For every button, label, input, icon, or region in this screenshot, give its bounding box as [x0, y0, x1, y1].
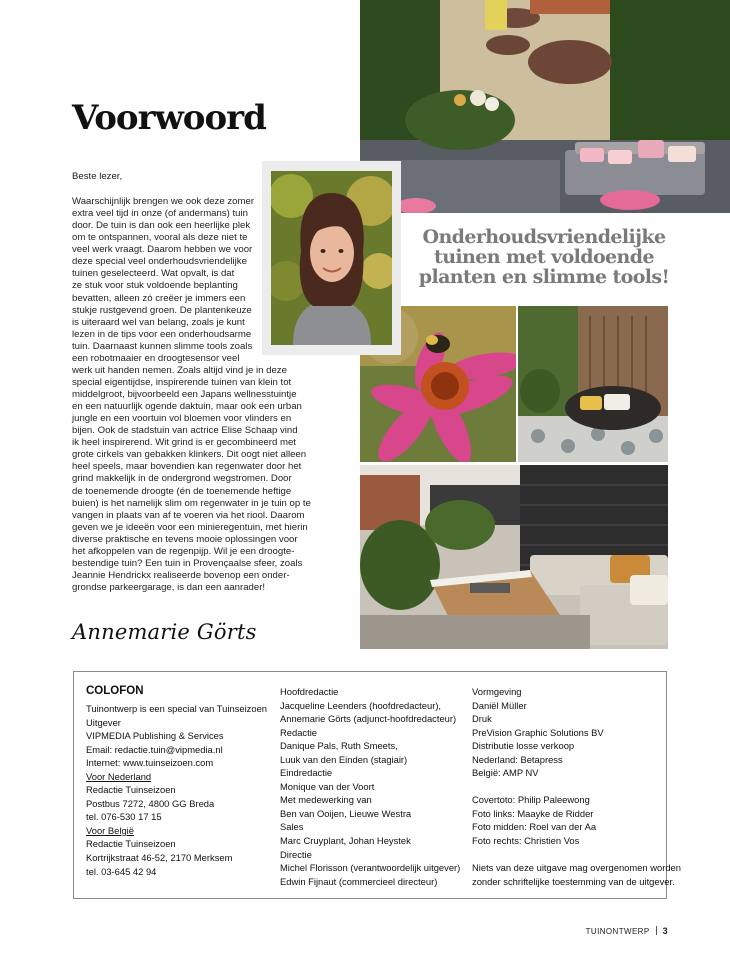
body-line: jungle en een voortuin vol bloemen voor vlinders en — [72, 413, 292, 425]
colofon-line: Michel Florisson (verantwoordelijk uitgever) — [280, 862, 461, 874]
body-line: tuinen geselecteerd. Wat opvalt, is dat — [72, 268, 235, 280]
colofon-line: Ben van Ooijen, Lieuwe Westra — [280, 807, 412, 819]
colofon-line: Danique Pals, Ruth Smeets, — [280, 740, 398, 752]
body-line: ik heel inspirerend. Wit grind is er gecombineerd met — [72, 437, 296, 449]
colofon-line: Daniël Müller — [472, 699, 527, 711]
body-line: grind makkelijk in de ondergrond wegstromen. Door — [72, 473, 292, 485]
body-line: veel werk vraagt. Daarom hebben we voor — [72, 244, 253, 256]
magazine-name: TUINONTWERP — [585, 927, 650, 936]
body-line: stukje rustgevend groen. De plantenkeuze — [72, 304, 252, 316]
colofon-line: Directie — [280, 848, 312, 860]
colofon-line: tel. 03-645 42 94 — [86, 865, 157, 877]
colofon-line: Uitgever — [86, 716, 121, 728]
body-line: Jeannie Hendrickx realiseerde bovenop een onder- — [72, 569, 290, 581]
colofon-column-publisher — [86, 685, 267, 878]
colofon-line: PreVision Graphic Solutions BV — [472, 726, 604, 738]
body-line: is uiteraard wel van belang, zoals je kunt — [72, 316, 245, 328]
body-line: door. De tuin is dan ook een heerlijke plek — [72, 220, 251, 232]
colofon-line: Eindredactie — [280, 767, 333, 779]
colofon-line: Jacqueline Leenders (hoofdredacteur), — [280, 699, 442, 711]
colofon-line: VIPMEDIA Publishing & Services — [86, 730, 224, 742]
body-line: tuin. Daarnaast kunnen slimme tools zoals — [72, 340, 253, 352]
body-line: vangen in plaats van af te voeren via het riool. Daarom — [72, 509, 305, 521]
colofon-section-label: Voor België — [86, 824, 134, 836]
colofon-section-label: Voor Nederland — [86, 770, 152, 782]
body-line: het afkoppelen van de regenpijp. Wil je een droogte- — [72, 545, 295, 557]
colofon-box — [73, 671, 681, 899]
colofon-column-editorial — [280, 685, 460, 888]
colofon-line: Hoofdredactie — [280, 686, 339, 697]
colofon-line: België: AMP NV — [472, 767, 539, 779]
colofon-line: Distributie losse verkoop — [472, 740, 575, 752]
colofon-line — [472, 848, 681, 862]
body-line: de toenemende droogte (én de toenemende heftige — [72, 485, 292, 497]
page-title: Voorwoord — [72, 98, 266, 138]
page-footer — [586, 926, 668, 936]
colofon-line: Redactie — [280, 726, 318, 738]
body-line: ze stuk voor stuk voldoende beplanting — [72, 280, 238, 292]
colofon-line: Redactie Tuinseizoen — [86, 784, 176, 796]
body-line: bijen. Ook de stadstuin van actrice Elise Schaap vind — [72, 425, 298, 437]
colofon-line: Nederland: Betapress — [472, 753, 563, 765]
editor-signature: Annemarie Görts — [72, 620, 257, 644]
colofon-line: Luuk van den Einden (stagiair) — [280, 753, 408, 765]
body-line: werk uit handen nemen. Zoals altijd vind je in deze — [72, 364, 287, 376]
body-line: bevatten, alleen zó creëer je immers een — [72, 292, 246, 304]
colofon-line: Kortrijkstraat 46-52, 2170 Merksem — [86, 852, 233, 864]
body-line: een robotmaaier en droogtesensor veel — [72, 352, 240, 364]
colofon-line: Monique van der Voort — [280, 780, 375, 792]
body-line: om te ontspannen, vooral als deze niet te — [72, 232, 248, 244]
tagline-line: tuinen met voldoende — [434, 246, 654, 268]
colofon-line: Edwin Fijnaut (commercieel directeur) — [280, 875, 438, 887]
colofon-line: Internet: www.tuinseizoen.com — [86, 757, 214, 769]
colofon-line: Postbus 7272, 4800 GG Breda — [86, 797, 215, 809]
editor-portrait-photo — [271, 171, 392, 345]
colofon-line: Niets van deze uitgave mag overgenomen worden — [472, 862, 681, 874]
body-line: diverse praktische en tevens mooie oplossingen voor — [72, 533, 298, 545]
footer-divider — [656, 926, 657, 935]
body-line: lezen in de tips voor een onderhoudsarme — [72, 328, 252, 340]
editor-portrait-frame — [262, 161, 401, 355]
feature-tagline — [410, 227, 678, 287]
body-line: middelgroot, bijvoorbeeld een Japans wellnesstuintje — [72, 389, 297, 400]
colofon-column-production — [472, 685, 681, 888]
page-number: 3 — [662, 926, 668, 936]
body-line: bestendige tuin? Een tuin in Provençaalse sfeer, zoals — [72, 557, 303, 569]
body-line: grote cirkels van gebakken klinkers. Dit oogt niet alleen — [72, 449, 307, 461]
colofon-line: Vormgeving — [472, 686, 522, 697]
colofon-line: Annemarie Görts (adjunct-hoofdredacteur) — [280, 713, 457, 725]
greeting: Beste lezer, — [72, 171, 123, 182]
colofon-heading: COLOFON — [86, 685, 144, 697]
body-line: heel speels, maar bovendien kan regenwater door het — [72, 461, 302, 473]
body-line: buien) is het namelijk slim om regenwater in je tuin op te — [72, 497, 311, 509]
body-line: en een natuurlijk ogende daktuin, maar ook een urban — [72, 401, 302, 413]
colofon-line: Tuinontwerp is een special van Tuinseizoen — [86, 703, 268, 714]
colofon-line: Marc Cruyplant, Johan Heystek — [280, 835, 411, 847]
colofon-line: Redactie Tuinseizoen — [86, 838, 176, 850]
colofon-line: Foto rechts: Christien Vos — [472, 835, 580, 847]
colofon-line — [472, 780, 681, 794]
colofon-line: Foto midden: Roel van der Aa — [472, 821, 597, 833]
colofon-line: tel. 076-530 17 15 — [86, 811, 162, 823]
lounge-corner-photo — [360, 465, 668, 649]
colofon-line: zonder schriftelijke toestemming van de uitgever. — [472, 875, 675, 887]
tagline-line: planten en slimme tools! — [418, 266, 670, 288]
body-line: geven we je ideeën voor een minieregentuin, met hierin — [72, 521, 308, 533]
colofon-line: Email: redactie.tuin@vipmedia.nl — [86, 743, 223, 755]
colofon-line: Covertoto: Philip Paleewong — [472, 794, 590, 806]
body-line: deze special veel onderhoudsvriendelijke — [72, 256, 247, 268]
colofon-line: Druk — [472, 713, 492, 725]
colofon-line: Sales — [280, 821, 304, 833]
garden-overview-photo — [360, 0, 730, 213]
body-line: grondse parkeergarage, is dan een aanrader! — [72, 582, 266, 593]
colofon-line: Met medewerking van — [280, 794, 372, 806]
body-line: Waarschijnlijk brengen we ook deze zomer — [72, 196, 255, 207]
body-line: extra veel tijd in onze (of andermans) tuin — [72, 208, 248, 220]
patio-chair-photo — [518, 306, 668, 462]
body-line: special eigentijdse, inspirerende tuinen van klein tot — [72, 376, 292, 388]
colofon-line: Foto links: Maayke de Ridder — [472, 807, 594, 819]
tagline-line: Onderhoudsvriendelijke — [422, 226, 666, 248]
